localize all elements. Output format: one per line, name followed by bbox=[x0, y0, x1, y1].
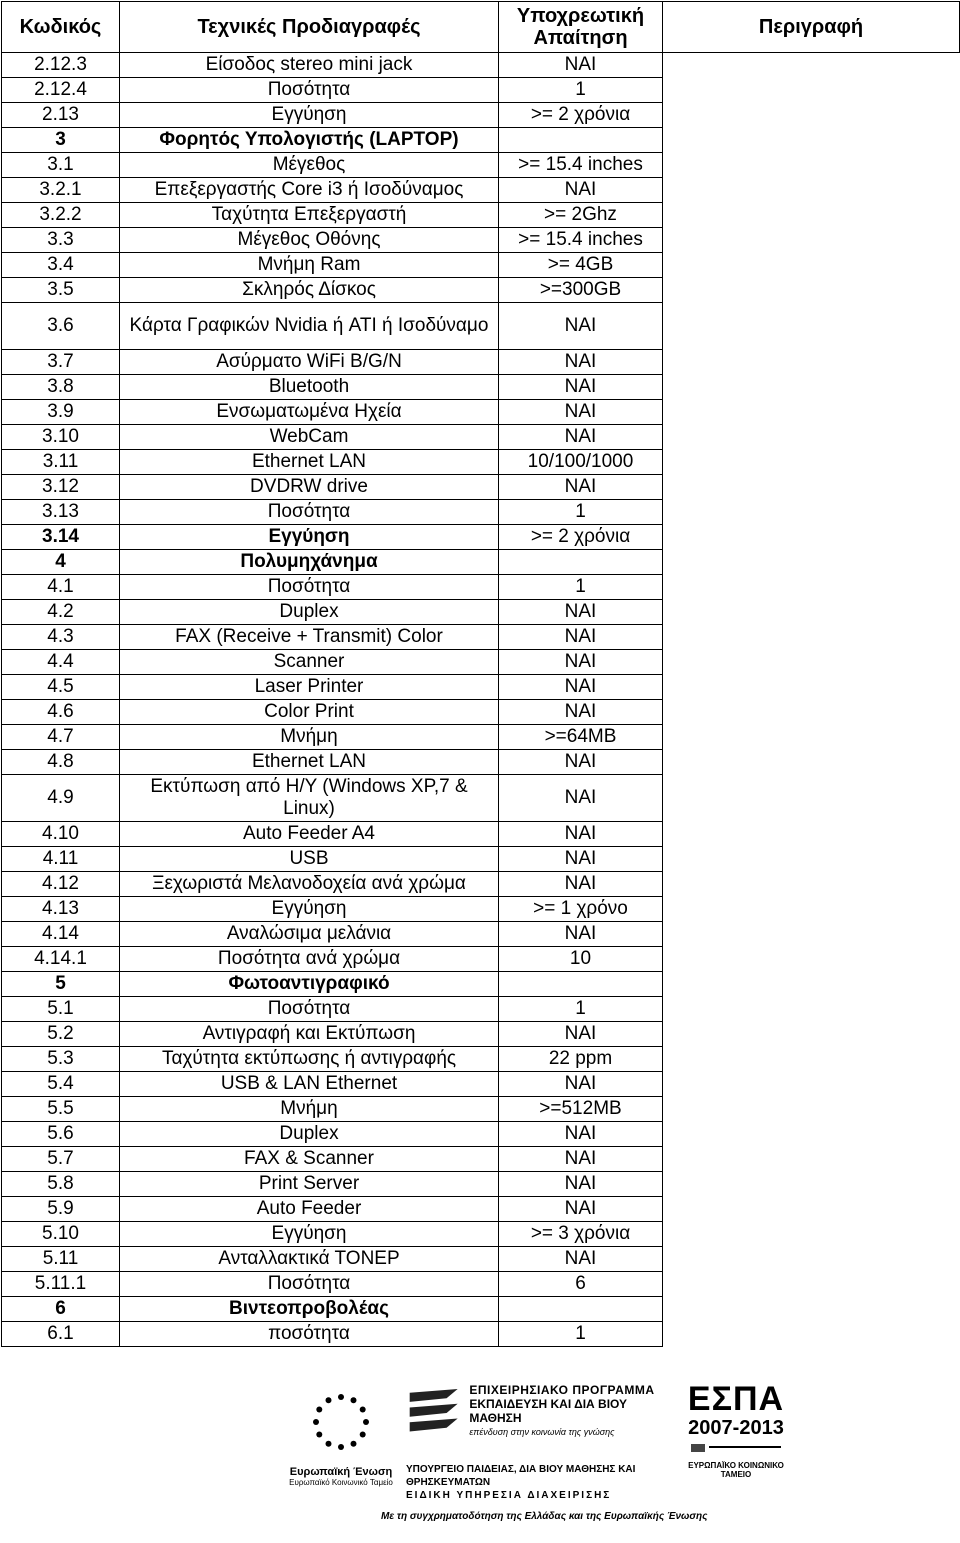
cell-code: 4.2 bbox=[2, 600, 120, 625]
cell-code: 4.13 bbox=[2, 897, 120, 922]
cell-spec: Επεξεργαστής Core i3 ή Ισοδύναμος bbox=[120, 178, 499, 203]
cell-code: 3.4 bbox=[2, 253, 120, 278]
ministry-text bbox=[406, 1463, 696, 1502]
cell-required: ΝΑΙ bbox=[499, 1022, 663, 1047]
cell-required: 22 ppm bbox=[499, 1047, 663, 1072]
cell-code: 5.11 bbox=[2, 1247, 120, 1272]
eu-label: Ευρωπαϊκή Ένωση bbox=[289, 1466, 393, 1478]
cell-code: 4.14.1 bbox=[2, 947, 120, 972]
table-row bbox=[2, 997, 960, 1022]
cell-code: 3.3 bbox=[2, 228, 120, 253]
cell-spec: Ταχύτητα εκτύπωσης ή αντιγραφής bbox=[120, 1047, 499, 1072]
cell-spec: ποσότητα bbox=[120, 1322, 499, 1347]
cell-required bbox=[499, 972, 663, 997]
table-row bbox=[2, 253, 960, 278]
cell-spec: Color Print bbox=[120, 700, 499, 725]
cell-code: 5.2 bbox=[2, 1022, 120, 1047]
cell-code: 4.9 bbox=[2, 775, 120, 822]
cell-required: ΝΑΙ bbox=[499, 650, 663, 675]
table-row bbox=[2, 775, 960, 822]
cell-code: 3.2.2 bbox=[2, 203, 120, 228]
cell-spec: Πολυμηχάνημα bbox=[120, 550, 499, 575]
cell-spec: Ασύρματο WiFi B/G/N bbox=[120, 350, 499, 375]
table-row bbox=[2, 750, 960, 775]
cell-spec: Μνήμη bbox=[120, 1097, 499, 1122]
cell-code: 2.13 bbox=[2, 103, 120, 128]
table-row bbox=[2, 947, 960, 972]
header-description: Περιγραφή bbox=[663, 2, 960, 53]
cell-code: 3.10 bbox=[2, 425, 120, 450]
cell-required: 1 bbox=[499, 500, 663, 525]
cell-spec: Βιντεοπροβολέας bbox=[120, 1297, 499, 1322]
cell-required: 1 bbox=[499, 997, 663, 1022]
cell-spec: Auto Feeder bbox=[120, 1197, 499, 1222]
cell-required: >= 2 χρόνια bbox=[499, 525, 663, 550]
cell-spec: Εγγύηση bbox=[120, 525, 499, 550]
cell-code: 4.14 bbox=[2, 922, 120, 947]
cell-spec: Auto Feeder A4 bbox=[120, 822, 499, 847]
header-required: Υποχρεωτική Απαίτηση bbox=[499, 2, 663, 53]
cell-spec: Ξεχωριστά Μελανοδοχεία ανά χρώμα bbox=[120, 872, 499, 897]
table-row bbox=[2, 1297, 960, 1322]
cell-code: 5.10 bbox=[2, 1222, 120, 1247]
table-row bbox=[2, 425, 960, 450]
table-row bbox=[2, 1322, 960, 1347]
cell-spec: Scanner bbox=[120, 650, 499, 675]
cell-code: 3.5 bbox=[2, 278, 120, 303]
table-row bbox=[2, 872, 960, 897]
cell-spec: Φορητός Υπολογιστής (LAPTOP) bbox=[120, 128, 499, 153]
cell-required: 6 bbox=[499, 1272, 663, 1297]
header-row bbox=[2, 2, 960, 53]
table-row bbox=[2, 53, 960, 78]
table-row bbox=[2, 475, 960, 500]
program-line2: ΕΚΠΑΙΔΕΥΣΗ ΚΑΙ ΔΙΑ ΒΙΟΥ ΜΑΘΗΣΗ bbox=[469, 1397, 628, 1425]
table-row bbox=[2, 128, 960, 153]
cell-code: 4.5 bbox=[2, 675, 120, 700]
cell-spec: Εγγύηση bbox=[120, 897, 499, 922]
cell-required: 10 bbox=[499, 947, 663, 972]
table-row bbox=[2, 897, 960, 922]
cell-required: ΝΑΙ bbox=[499, 53, 663, 78]
table-row bbox=[2, 1047, 960, 1072]
table-row bbox=[2, 922, 960, 947]
table-row bbox=[2, 350, 960, 375]
program-slogan: επένδυση στην κοινωνία της γνώσης bbox=[469, 1427, 615, 1437]
cell-spec: Bluetooth bbox=[120, 375, 499, 400]
table-row bbox=[2, 450, 960, 475]
cell-code: 3.6 bbox=[2, 303, 120, 350]
cell-code: 5.1 bbox=[2, 997, 120, 1022]
cell-code: 6.1 bbox=[2, 1322, 120, 1347]
program-emblem-icon bbox=[406, 1383, 461, 1443]
ministry-line2: ΕΙΔΙΚΗ ΥΠΗΡΕΣΙΑ ΔΙΑΧΕΙΡΙΣΗΣ bbox=[406, 1490, 612, 1501]
cell-required: ΝΑΙ bbox=[499, 600, 663, 625]
cell-code: 3.8 bbox=[2, 375, 120, 400]
cell-spec: Αντιγραφή και Εκτύπωση bbox=[120, 1022, 499, 1047]
cell-code: 3.2.1 bbox=[2, 178, 120, 203]
cell-code: 3.14 bbox=[2, 525, 120, 550]
table-row bbox=[2, 675, 960, 700]
cell-spec: Ethernet LAN bbox=[120, 750, 499, 775]
table-row bbox=[2, 575, 960, 600]
cell-spec: Μνήμη Ram bbox=[120, 253, 499, 278]
table-row bbox=[2, 525, 960, 550]
funding-logos bbox=[266, 1377, 796, 1529]
cell-spec: Ποσότητα ανά χρώμα bbox=[120, 947, 499, 972]
cell-spec: Ανταλλακτικά ΤΟΝΕΡ bbox=[120, 1247, 499, 1272]
cell-code: 5.4 bbox=[2, 1072, 120, 1097]
cell-spec: USB & LAN Ethernet bbox=[120, 1072, 499, 1097]
cell-spec: Ποσότητα bbox=[120, 1272, 499, 1297]
cofinance-note: Με τη συγχρηματοδότηση της Ελλάδας και της Ευρωπαϊκής Ένωσης bbox=[381, 1511, 708, 1522]
cell-required: ΝΑΙ bbox=[499, 625, 663, 650]
table-row bbox=[2, 822, 960, 847]
cell-required: ΝΑΙ bbox=[499, 775, 663, 822]
cell-code: 4 bbox=[2, 550, 120, 575]
cell-required: ΝΑΙ bbox=[499, 675, 663, 700]
greek-flag-icon bbox=[691, 1444, 781, 1452]
cell-code: 4.8 bbox=[2, 750, 120, 775]
cell-code: 6 bbox=[2, 1297, 120, 1322]
cell-spec: DVDRW drive bbox=[120, 475, 499, 500]
cell-spec: Φωτοαντιγραφικό bbox=[120, 972, 499, 997]
eu-sub: Ευρωπαϊκό Κοινωνικό Ταμείο bbox=[289, 1478, 393, 1487]
table-row bbox=[2, 1097, 960, 1122]
cell-spec: Σκληρός Δίσκος bbox=[120, 278, 499, 303]
espa-title: ΕΣΠΑ bbox=[687, 1380, 785, 1418]
cell-code: 5.5 bbox=[2, 1097, 120, 1122]
cell-required: ΝΑΙ bbox=[499, 700, 663, 725]
table-row bbox=[2, 1197, 960, 1222]
cell-spec: Ποσότητα bbox=[120, 500, 499, 525]
table-row bbox=[2, 1222, 960, 1247]
cell-code: 5.8 bbox=[2, 1172, 120, 1197]
cell-required: >= 15.4 inches bbox=[499, 153, 663, 178]
cell-required: ΝΑΙ bbox=[499, 1247, 663, 1272]
eu-logo bbox=[286, 1387, 396, 1487]
table-row bbox=[2, 78, 960, 103]
table-row bbox=[2, 1022, 960, 1047]
cell-required: ΝΑΙ bbox=[499, 750, 663, 775]
cell-spec: Print Server bbox=[120, 1172, 499, 1197]
cell-required: 10/100/1000 bbox=[499, 450, 663, 475]
header-spec: Τεχνικές Προδιαγραφές bbox=[120, 2, 499, 53]
cell-required: >=300GB bbox=[499, 278, 663, 303]
cell-code: 4.3 bbox=[2, 625, 120, 650]
cell-required: >= 1 χρόνο bbox=[499, 897, 663, 922]
table-row bbox=[2, 1072, 960, 1097]
table-row bbox=[2, 725, 960, 750]
cell-required: >= 2Ghz bbox=[499, 203, 663, 228]
cell-required: ΝΑΙ bbox=[499, 425, 663, 450]
cell-code: 5.6 bbox=[2, 1122, 120, 1147]
cell-spec: Μνήμη bbox=[120, 725, 499, 750]
cell-code: 4.1 bbox=[2, 575, 120, 600]
cell-code: 3.9 bbox=[2, 400, 120, 425]
table-row bbox=[2, 650, 960, 675]
cell-code: 4.10 bbox=[2, 822, 120, 847]
cell-spec: Ποσότητα bbox=[120, 78, 499, 103]
table-row bbox=[2, 153, 960, 178]
espa-logo bbox=[676, 1381, 796, 1479]
cell-spec: Laser Printer bbox=[120, 675, 499, 700]
cell-spec: Εγγύηση bbox=[120, 103, 499, 128]
cell-required: 1 bbox=[499, 575, 663, 600]
header-code: Κωδικός bbox=[2, 2, 120, 53]
cell-spec: FAX (Receive + Transmit) Color bbox=[120, 625, 499, 650]
cell-spec: Είσοδος stereo mini jack bbox=[120, 53, 499, 78]
cell-required: ΝΑΙ bbox=[499, 475, 663, 500]
cell-code: 2.12.4 bbox=[2, 78, 120, 103]
cell-code: 4.4 bbox=[2, 650, 120, 675]
cell-spec: Μέγεθος bbox=[120, 153, 499, 178]
cell-required: ΝΑΙ bbox=[499, 1147, 663, 1172]
table-row bbox=[2, 203, 960, 228]
cell-spec: FAX & Scanner bbox=[120, 1147, 499, 1172]
cell-code: 5.9 bbox=[2, 1197, 120, 1222]
ministry-line1: ΥΠΟΥΡΓΕΙΟ ΠΑΙΔΕΙΑΣ, ΔΙΑ ΒΙΟΥ ΜΑΘΗΣΗΣ ΚΑΙ ΘΡΗΣΚΕΥΜΑΤΩΝ bbox=[406, 1464, 636, 1488]
cell-required bbox=[499, 1297, 663, 1322]
table-row bbox=[2, 972, 960, 997]
cell-spec: Duplex bbox=[120, 600, 499, 625]
cell-code: 5.7 bbox=[2, 1147, 120, 1172]
table-row bbox=[2, 400, 960, 425]
table-body bbox=[2, 53, 960, 1347]
cell-required: ΝΑΙ bbox=[499, 375, 663, 400]
spec-table bbox=[1, 1, 960, 1347]
cell-required: >=64MB bbox=[499, 725, 663, 750]
cell-code: 5.3 bbox=[2, 1047, 120, 1072]
cell-required: ΝΑΙ bbox=[499, 872, 663, 897]
table-row bbox=[2, 1172, 960, 1197]
cell-required: ΝΑΙ bbox=[499, 350, 663, 375]
eu-stars-icon bbox=[306, 1387, 376, 1457]
cell-code: 4.7 bbox=[2, 725, 120, 750]
table-row bbox=[2, 600, 960, 625]
cell-required: ΝΑΙ bbox=[499, 822, 663, 847]
cell-code: 2.12.3 bbox=[2, 53, 120, 78]
cell-required bbox=[499, 550, 663, 575]
table-row bbox=[2, 303, 960, 350]
cell-required bbox=[499, 128, 663, 153]
cell-code: 3 bbox=[2, 128, 120, 153]
cell-spec: Εκτύπωση από Η/Υ (Windows XP,7 & Linux) bbox=[120, 775, 499, 822]
cell-required: ΝΑΙ bbox=[499, 1172, 663, 1197]
table-row bbox=[2, 847, 960, 872]
table-row bbox=[2, 1147, 960, 1172]
table-row bbox=[2, 178, 960, 203]
cell-spec: Duplex bbox=[120, 1122, 499, 1147]
cell-spec: Ποσότητα bbox=[120, 997, 499, 1022]
cell-spec: Κάρτα Γραφικών Nvidia ή ATI ή Ισοδύναμο bbox=[120, 303, 499, 350]
cell-spec: Αναλώσιμα μελάνια bbox=[120, 922, 499, 947]
cell-required: >= 4GB bbox=[499, 253, 663, 278]
program-logo bbox=[406, 1383, 666, 1443]
table-row bbox=[2, 375, 960, 400]
cell-code: 4.12 bbox=[2, 872, 120, 897]
cell-required: >= 15.4 inches bbox=[499, 228, 663, 253]
cell-required: ΝΑΙ bbox=[499, 400, 663, 425]
espa-fund: ΕΥΡΩΠΑΪΚΟ ΚΟΙΝΩΝΙΚΟ ΤΑΜΕΙΟ bbox=[688, 1461, 784, 1479]
cell-spec: Ενσωματωμένα Ηχεία bbox=[120, 400, 499, 425]
espa-years: 2007-2013 bbox=[688, 1417, 784, 1439]
table-row bbox=[2, 1247, 960, 1272]
cell-code: 4.6 bbox=[2, 700, 120, 725]
table-row bbox=[2, 500, 960, 525]
cell-required: 1 bbox=[499, 1322, 663, 1347]
cell-required: ΝΑΙ bbox=[499, 1197, 663, 1222]
cell-code: 3.12 bbox=[2, 475, 120, 500]
cell-code: 3.1 bbox=[2, 153, 120, 178]
cell-code: 3.7 bbox=[2, 350, 120, 375]
table-row bbox=[2, 700, 960, 725]
cell-spec: USB bbox=[120, 847, 499, 872]
cell-code: 5.11.1 bbox=[2, 1272, 120, 1297]
cell-required: >= 2 χρόνια bbox=[499, 103, 663, 128]
table-row bbox=[2, 1272, 960, 1297]
table-row bbox=[2, 278, 960, 303]
cell-required: ΝΑΙ bbox=[499, 1072, 663, 1097]
table-row bbox=[2, 550, 960, 575]
cell-required: ΝΑΙ bbox=[499, 922, 663, 947]
cell-spec: WebCam bbox=[120, 425, 499, 450]
cell-required: 1 bbox=[499, 78, 663, 103]
table-row bbox=[2, 1122, 960, 1147]
cell-spec: Μέγεθος Οθόνης bbox=[120, 228, 499, 253]
cell-code: 3.13 bbox=[2, 500, 120, 525]
cell-code: 3.11 bbox=[2, 450, 120, 475]
cell-required: ΝΑΙ bbox=[499, 178, 663, 203]
program-line1: ΕΠΙΧΕΙΡΗΣΙΑΚΟ ΠΡΟΓΡΑΜΜΑ bbox=[469, 1383, 655, 1397]
cell-spec: Ταχύτητα Επεξεργαστή bbox=[120, 203, 499, 228]
table-row bbox=[2, 228, 960, 253]
table-row bbox=[2, 625, 960, 650]
cell-spec: Εγγύηση bbox=[120, 1222, 499, 1247]
cell-required: ΝΑΙ bbox=[499, 303, 663, 350]
cell-spec: Ethernet LAN bbox=[120, 450, 499, 475]
table-row bbox=[2, 103, 960, 128]
cell-code: 5 bbox=[2, 972, 120, 997]
cell-required: ΝΑΙ bbox=[499, 847, 663, 872]
cell-required: >=512MB bbox=[499, 1097, 663, 1122]
cell-required: >= 3 χρόνια bbox=[499, 1222, 663, 1247]
cell-spec: Ποσότητα bbox=[120, 575, 499, 600]
cell-code: 4.11 bbox=[2, 847, 120, 872]
cell-required: ΝΑΙ bbox=[499, 1122, 663, 1147]
